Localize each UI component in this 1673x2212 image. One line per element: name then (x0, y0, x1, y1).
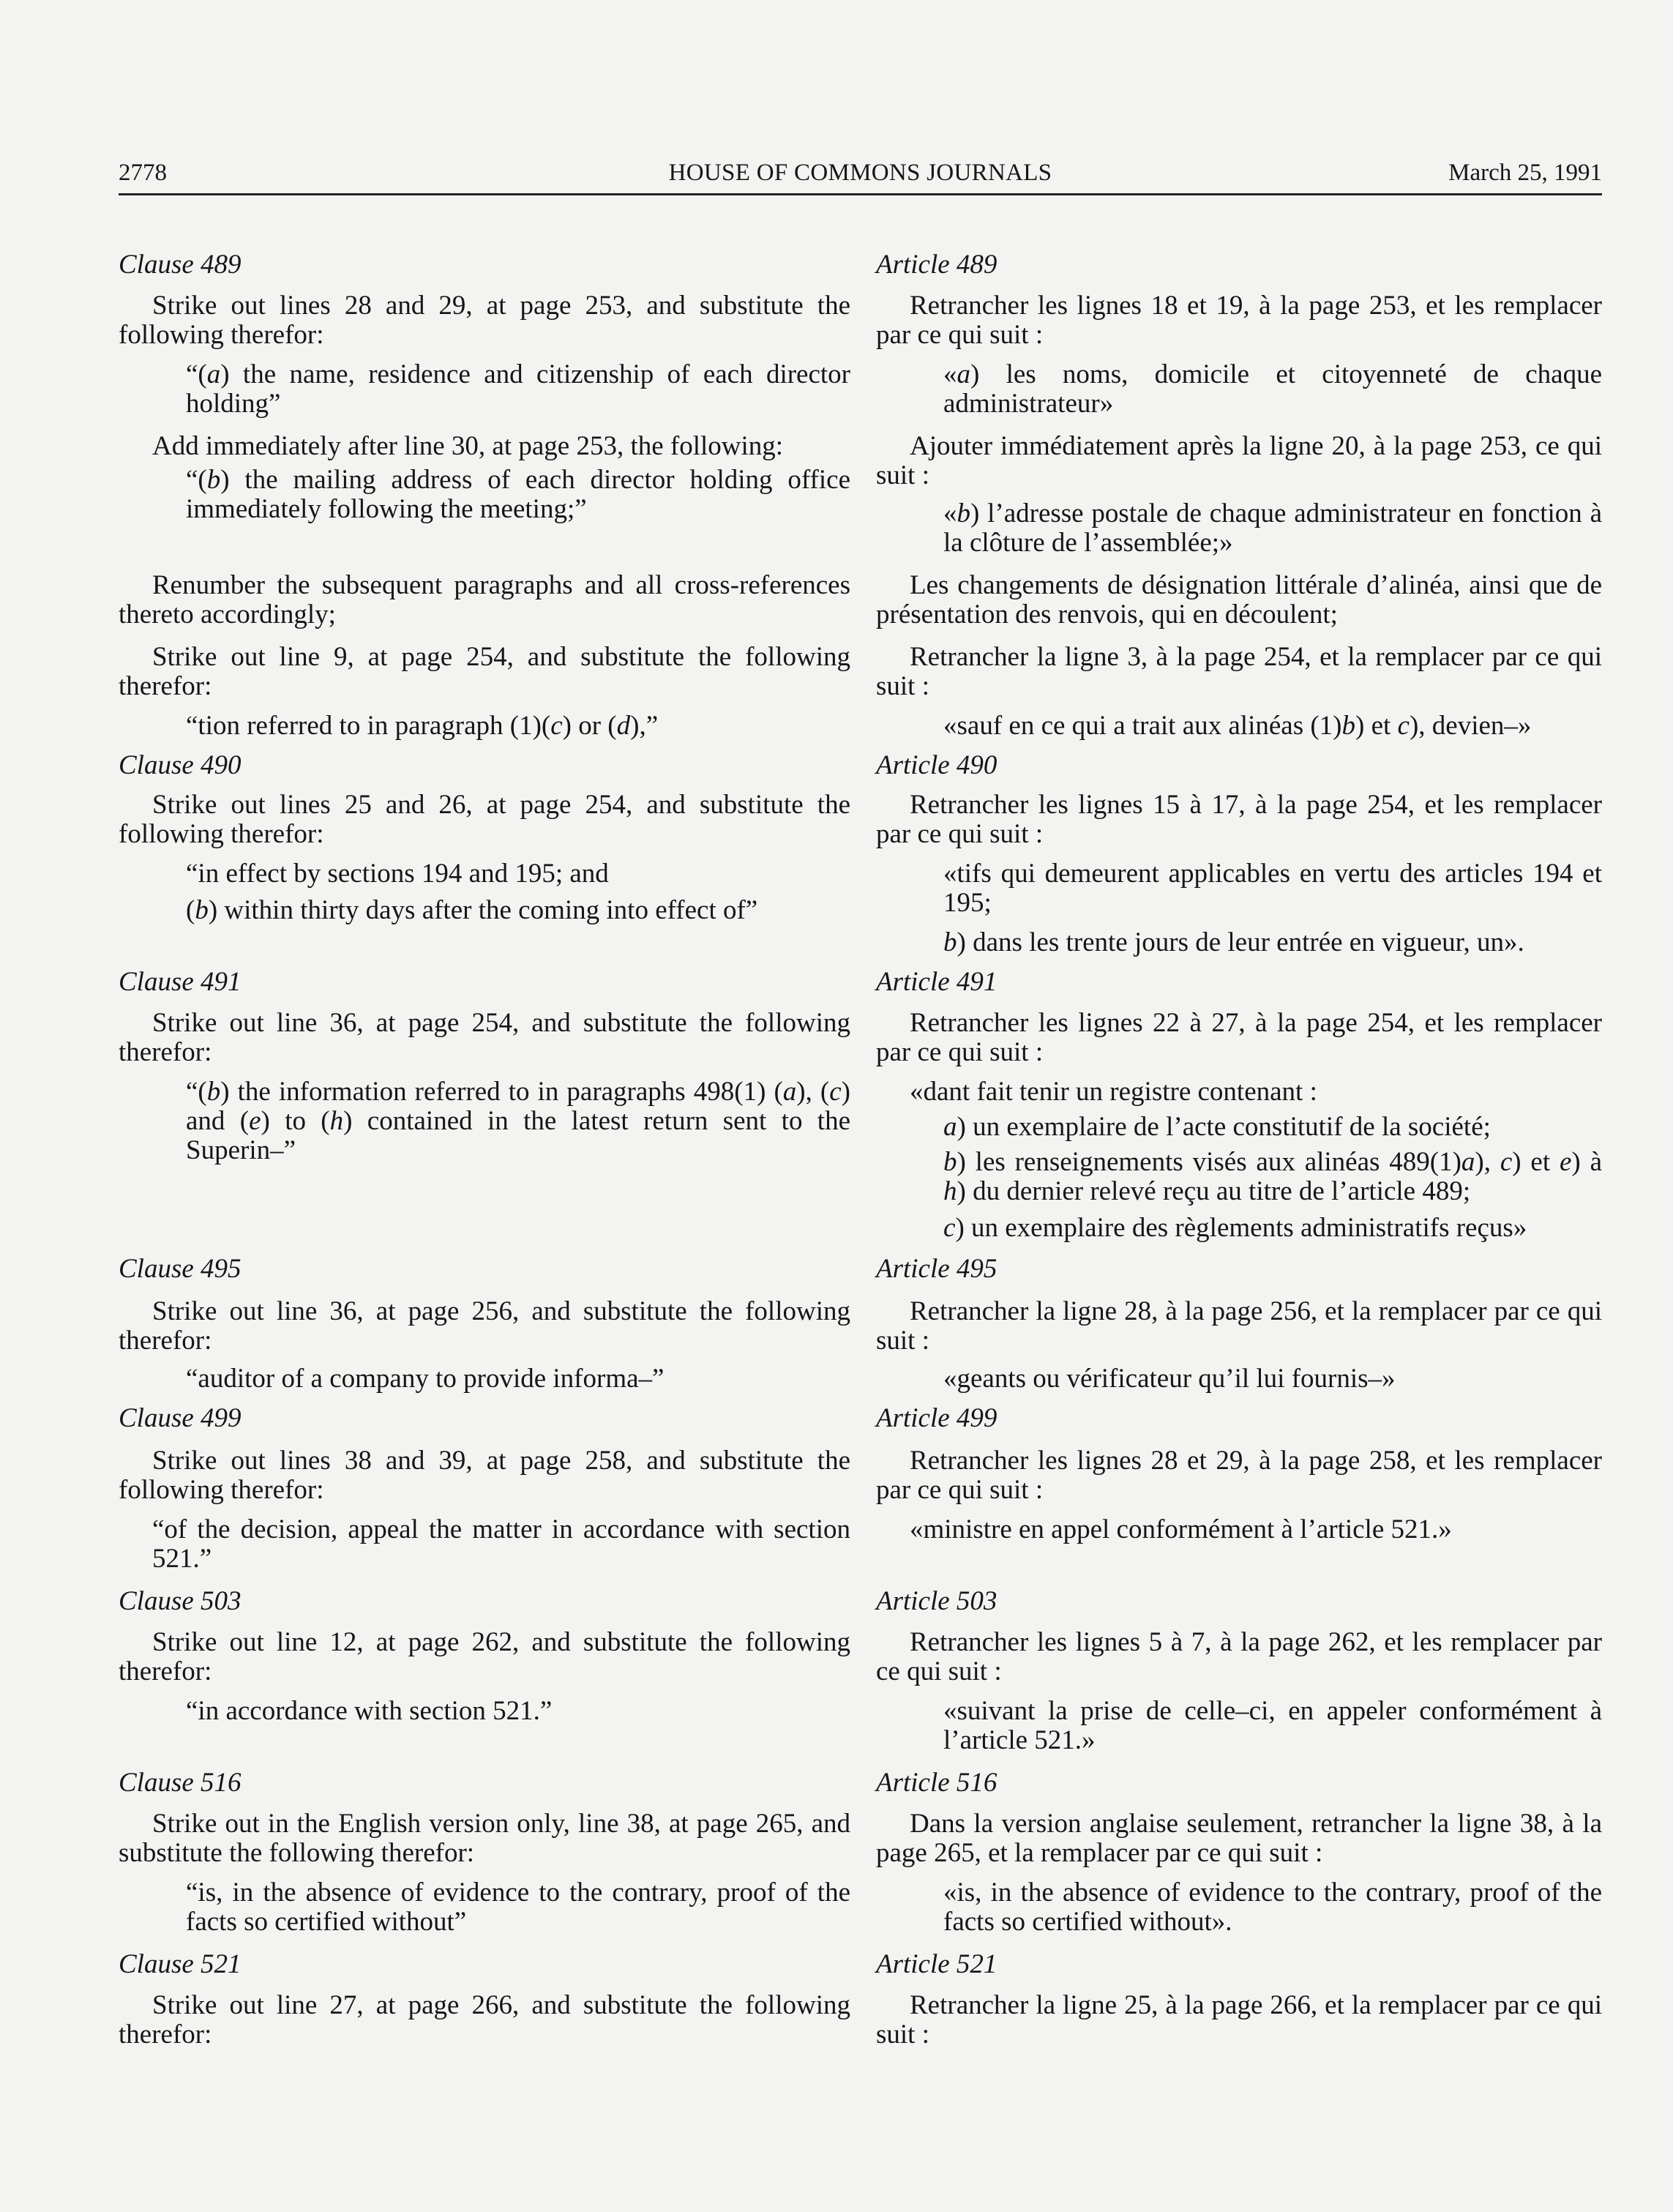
clause-503-quote: “in accordance with section 521.” (186, 1696, 553, 1726)
clause-495-heading: Clause 495 (119, 1254, 242, 1284)
article-491-quote-intro: «dant fait tenir un registre contenant : (910, 1077, 1317, 1107)
article-516-instruction: Dans la version anglaise seulement, retrancher la ligne 38, à la page 265, et la remplacer par ce qui suit : (876, 1809, 1602, 1868)
article-495-instruction: Retrancher la ligne 28, à la page 256, et la remplacer par ce qui suit : (876, 1296, 1602, 1356)
article-521-instruction: Retrancher la ligne 25, à la page 266, et la remplacer par ce qui suit : (876, 1990, 1602, 2050)
article-489-instruction-3: Les changements de désignation littérale d’alinéa, ainsi que de présentation des renvois, qui en découlent; (876, 570, 1602, 629)
article-491-heading: Article 491 (876, 967, 998, 997)
page-header (119, 157, 1602, 195)
article-489-instruction-4: Retrancher la ligne 3, à la page 254, et la remplacer par ce qui suit : (876, 642, 1602, 701)
article-499-instruction: Retrancher les lignes 28 et 29, à la page 258, et les remplacer par ce qui suit : (876, 1446, 1602, 1505)
clause-489-instruction-4: Strike out line 9, at page 254, and substitute the following therefor: (119, 642, 850, 701)
clause-490-quote-2: (b) within thirty days after the coming into effect of” (186, 895, 758, 925)
clause-490-instruction: Strike out lines 25 and 26, at page 254, and substitute the following therefor: (119, 790, 850, 849)
clause-489-instruction-3: Renumber the subsequent paragraphs and all cross-references thereto accordingly; (119, 570, 850, 629)
page-date: March 25, 1991 (1448, 160, 1602, 186)
article-503-quote: «suivant la prise de celle–ci, en appeler conformément à l’article 521.» (943, 1696, 1602, 1755)
clause-490-quote-1: “in effect by sections 194 and 195; and (186, 859, 609, 889)
article-491-quote-c: c) un exemplaire des règlements administratifs reçus» (943, 1213, 1527, 1243)
article-489-quote-3: «sauf en ce qui a trait aux alinéas (1)b) et c), devien–» (943, 711, 1532, 741)
article-503-instruction: Retrancher les lignes 5 à 7, à la page 262, et les remplacer par ce qui suit : (876, 1627, 1602, 1686)
clause-499-instruction: Strike out lines 38 and 39, at page 258, and substitute the following therefor: (119, 1446, 850, 1505)
clause-491-instruction: Strike out line 36, at page 254, and substitute the following therefor: (119, 1008, 850, 1067)
article-489-instruction-2: Ajouter immédiatement après la ligne 20, à la page 253, ce qui suit : (876, 431, 1602, 490)
clause-503-instruction: Strike out line 12, at page 262, and substitute the following therefor: (119, 1627, 850, 1686)
clause-516-quote: “is, in the absence of evidence to the contrary, proof of the facts so certified without” (186, 1877, 850, 1937)
article-491-instruction: Retrancher les lignes 22 à 27, à la page 254, et les remplacer par ce qui suit : (876, 1008, 1602, 1067)
clause-489-instruction-1: Strike out lines 28 and 29, at page 253, and substitute the following therefor: (119, 291, 850, 350)
article-490-quote-1: «tifs qui demeurent applicables en vertu des articles 194 et 195; (943, 859, 1602, 918)
article-503-heading: Article 503 (876, 1586, 998, 1616)
article-491-quote-a: a) un exemplaire de l’acte constitutif de la société; (943, 1112, 1491, 1142)
clause-499-heading: Clause 499 (119, 1403, 242, 1433)
article-489-quote-2: «b) l’adresse postale de chaque administrateur en fonction à la clôture de l’assemblée;» (943, 498, 1602, 558)
article-489-quote-1: «a) les noms, domicile et citoyenneté de chaque administrateur» (943, 359, 1602, 419)
clause-495-instruction: Strike out line 36, at page 256, and substitute the following therefor: (119, 1296, 850, 1356)
page-number: 2778 (119, 160, 167, 186)
journal-title: HOUSE OF COMMONS JOURNALS (668, 160, 1052, 186)
clause-516-heading: Clause 516 (119, 1768, 242, 1798)
article-490-quote-2: b) dans les trente jours de leur entrée en vigueur, un». (943, 927, 1524, 957)
article-516-heading: Article 516 (876, 1768, 998, 1798)
clause-489-instruction-2: Add immediately after line 30, at page 253, the following: (152, 431, 784, 461)
article-490-instruction: Retrancher les lignes 15 à 17, à la page 254, et les remplacer par ce qui suit : (876, 790, 1602, 849)
clause-495-quote: “auditor of a company to provide informa–” (186, 1364, 665, 1394)
clause-521-heading: Clause 521 (119, 1949, 242, 1979)
clause-490-heading: Clause 490 (119, 750, 242, 780)
clause-489-quote-1: “(a) the name, residence and citizenship of each director holding” (186, 359, 850, 419)
article-495-heading: Article 495 (876, 1254, 998, 1284)
article-489-heading: Article 489 (876, 250, 998, 280)
clause-489-quote-3: “tion referred to in paragraph (1)(c) or (d),” (186, 711, 659, 741)
clause-491-heading: Clause 491 (119, 967, 242, 997)
article-516-quote: «is, in the absence of evidence to the contrary, proof of the facts so certified without». (943, 1877, 1602, 1937)
article-489-instruction-1: Retrancher les lignes 18 et 19, à la page 253, et les remplacer par ce qui suit : (876, 291, 1602, 350)
article-495-quote: «geants ou vérificateur qu’il lui fournis–» (943, 1364, 1396, 1394)
article-499-quote: «ministre en appel conformément à l’article 521.» (910, 1514, 1452, 1544)
article-490-heading: Article 490 (876, 750, 998, 780)
clause-489-quote-2: “(b) the mailing address of each director holding office immediately following the meeting;” (186, 465, 850, 524)
clause-503-heading: Clause 503 (119, 1586, 242, 1616)
article-521-heading: Article 521 (876, 1949, 998, 1979)
clause-491-quote: “(b) the information referred to in paragraphs 498(1) (a), (c) and (e) to (h) contained in the latest return sent to the Superin–” (186, 1077, 850, 1165)
clause-516-instruction: Strike out in the English version only, line 38, at page 265, and substitute the following therefor: (119, 1809, 850, 1868)
clause-489-heading: Clause 489 (119, 250, 242, 280)
clause-499-quote: “of the decision, appeal the matter in accordance with section 521.” (152, 1514, 850, 1574)
article-491-quote-b: b) les renseignements visés aux alinéas 489(1)a), c) et e) à h) du dernier relevé reçu au titre de l’article 489; (943, 1147, 1602, 1206)
clause-521-instruction: Strike out line 27, at page 266, and substitute the following therefor: (119, 1990, 850, 2050)
article-499-heading: Article 499 (876, 1403, 998, 1433)
